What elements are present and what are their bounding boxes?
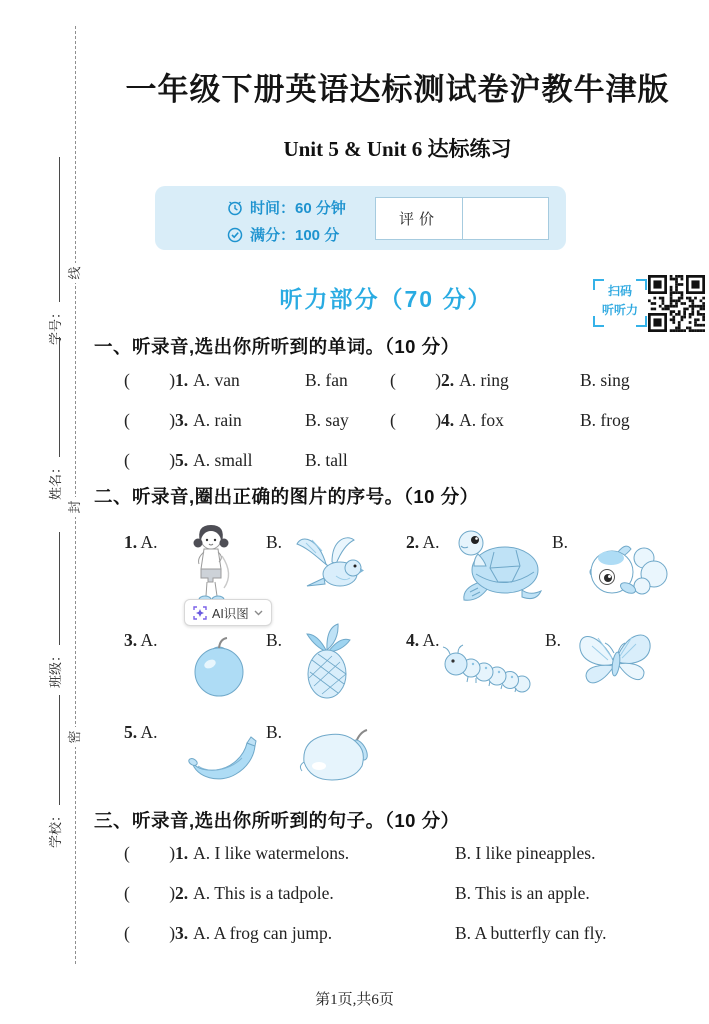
student-id-blank	[59, 157, 60, 302]
s1-number: 1.	[175, 843, 189, 863]
seal-char-xian: 线	[65, 263, 85, 283]
q4-cell-a	[390, 410, 580, 431]
pic-q3-label-b: B.	[266, 630, 283, 650]
frame-corner	[593, 279, 604, 290]
q1-option-b-flying-bird-image	[292, 532, 364, 597]
pic-q5-label-a: 5. A.	[124, 722, 158, 742]
seal-dashed-line	[75, 26, 76, 964]
evaluation-table	[375, 197, 549, 240]
qr-code	[648, 275, 705, 332]
section-one-heading: 一、听录音,选出你所听到的单词。（10 分）	[94, 336, 460, 357]
q5-option-a-banana-image	[184, 728, 258, 791]
q2-number: 2.	[441, 370, 455, 390]
time-label: 时间：60 分钟	[250, 200, 346, 217]
s1-cell-a	[124, 843, 455, 864]
listening-section-heading: 听力部分（70 分）	[279, 286, 493, 312]
frame-corner	[593, 316, 604, 327]
answer-bracket: ( )	[124, 883, 176, 903]
section-three-heading: 三、听录音,选出你所听到的句子。（10 分）	[94, 810, 460, 831]
answer-bracket: ( )	[124, 450, 176, 470]
score-row	[227, 224, 339, 245]
pic-q5-label-b: B.	[266, 722, 283, 742]
seal-char-feng: 封	[65, 497, 85, 517]
qr-caption-frame	[593, 279, 647, 327]
q5-option-b: B. tall	[305, 450, 348, 470]
pic-q2-label-b: B.	[552, 532, 569, 552]
pic-q4-label-a: 4. A.	[406, 630, 440, 650]
exam-info-box	[155, 186, 566, 250]
student-id-label: 学号：	[48, 305, 63, 345]
word-row	[124, 410, 630, 431]
q1-number: 1.	[175, 370, 189, 390]
word-row	[124, 370, 630, 391]
ai-recognize-button[interactable]	[184, 599, 272, 626]
q4-number: 4.	[441, 410, 455, 430]
q1-cell-a	[124, 370, 305, 391]
s2-cell-a	[124, 883, 455, 904]
q3-option-b: B. say	[305, 410, 349, 430]
evaluation-label: 评价	[376, 198, 463, 239]
q1-option-b: B. fan	[305, 370, 348, 390]
answer-bracket: ( )	[390, 410, 442, 430]
s3-number: 3.	[175, 923, 189, 943]
class-field	[42, 530, 64, 688]
q4-option-a: A. fox	[459, 410, 504, 430]
ai-sparkle-icon	[193, 606, 207, 620]
name-label: 姓名：	[48, 460, 63, 500]
page-number: 第1页,共6页	[315, 992, 394, 1008]
evaluation-empty-cell	[463, 198, 548, 239]
school-field	[42, 693, 64, 848]
sentence-row	[124, 843, 595, 864]
qr-caption-line1: 扫码	[607, 284, 632, 298]
q4-option-b-butterfly-image	[572, 622, 658, 701]
q1-option-a: A. van	[193, 370, 240, 390]
q5-option-a: A. small	[193, 450, 253, 470]
answer-bracket: ( )	[124, 410, 176, 430]
section-two-heading: 二、听录音,圈出正确的图片的序号。（10 分）	[94, 486, 479, 507]
q2-cell-a	[390, 370, 580, 391]
clock-icon	[227, 200, 243, 216]
school-label: 学校：	[48, 808, 63, 848]
page-title: 一年级下册英语达标测试卷沪教牛津版	[125, 72, 670, 107]
name-field	[42, 335, 64, 500]
q3-number: 3.	[175, 410, 189, 430]
pic-q1-label-b: B.	[266, 532, 283, 552]
pic-q1-label-a: 1. A.	[124, 532, 158, 552]
s1-option-b: B. I like pineapples.	[455, 843, 596, 863]
class-label: 班级：	[48, 648, 63, 688]
ai-button-label: AI识图	[212, 606, 249, 621]
answer-bracket: ( )	[124, 370, 176, 390]
frame-corner	[636, 316, 647, 327]
q3-option-a-apple-image	[186, 636, 252, 703]
q3-option-a: A. rain	[193, 410, 242, 430]
q2-option-b: B. sing	[580, 370, 630, 390]
check-circle-icon	[227, 227, 243, 243]
q2-option-b-goldfish-image	[582, 536, 670, 605]
q3-option-b-pineapple-image	[298, 622, 356, 705]
chevron-down-icon	[254, 610, 263, 616]
q5-option-b-lemon-image	[296, 722, 374, 791]
score-label: 满分：100 分	[250, 227, 340, 244]
q4-option-b: B. frog	[580, 410, 630, 430]
q2-option-a-turtle-image	[450, 526, 544, 609]
time-row	[227, 197, 346, 218]
s2-option-a: A. This is a tadpole.	[193, 883, 334, 903]
student-id-field	[42, 155, 64, 345]
word-row	[124, 450, 580, 471]
q2-option-a: A. ring	[459, 370, 509, 390]
q5-cell-a	[124, 450, 305, 471]
seal-char-mi: 密	[65, 727, 85, 747]
sentence-row	[124, 883, 590, 904]
class-blank	[59, 532, 60, 645]
answer-bracket: ( )	[390, 370, 442, 390]
answer-bracket: ( )	[124, 843, 176, 863]
sentence-row	[124, 923, 606, 944]
unit-subtitle: Unit 5 & Unit 6 达标练习	[283, 137, 512, 161]
q5-number: 5.	[175, 450, 189, 470]
s2-number: 2.	[175, 883, 189, 903]
answer-bracket: ( )	[124, 923, 176, 943]
s2-option-b: B. This is an apple.	[455, 883, 590, 903]
school-blank	[59, 695, 60, 805]
frame-corner	[636, 279, 647, 290]
pic-q2-label-a: 2. A.	[406, 532, 440, 552]
q3-cell-a	[124, 410, 305, 431]
name-blank	[59, 337, 60, 457]
pic-q3-label-a: 3. A.	[124, 630, 158, 650]
pic-q4-label-b: B.	[545, 630, 562, 650]
s3-cell-a	[124, 923, 455, 944]
q4-option-a-caterpillar-image	[438, 644, 534, 701]
s3-option-b: B. A butterfly can fly.	[455, 923, 607, 943]
s3-option-a: A. A frog can jump.	[193, 923, 333, 943]
s1-option-a: A. I like watermelons.	[193, 843, 350, 863]
qr-caption-line2: 听听力	[601, 303, 638, 318]
